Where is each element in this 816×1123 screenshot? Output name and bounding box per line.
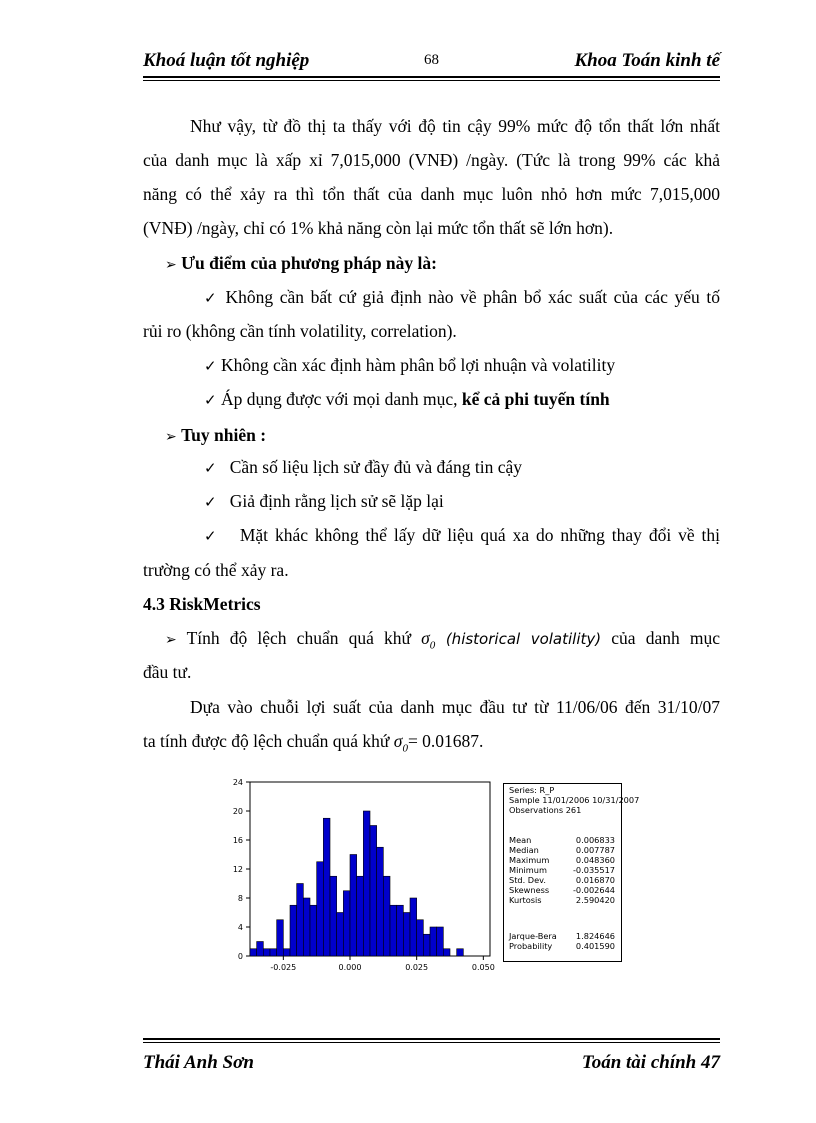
advantage-text-bold: kể cả phi tuyến tính <box>461 389 610 409</box>
disadvantage-item <box>204 491 720 512</box>
checkmark-icon: ✓ <box>204 357 217 375</box>
paragraph-line: Dựa vào chuỗi lợi suất của danh mục đầu tư từ 11/06/06 đến 31/10/07 <box>190 697 720 717</box>
footer-rule <box>143 1038 720 1040</box>
histogram-bar <box>283 949 290 956</box>
histogram-bar <box>410 898 417 956</box>
stats-sample: Sample 11/01/2006 10/31/2007 <box>509 795 640 805</box>
arrow-bullet-icon: ➢ <box>165 257 177 273</box>
disadvantage-item-continued: trường có thể xảy ra. <box>143 560 289 580</box>
checkmark-icon: ✓ <box>204 289 219 307</box>
riskmetrics-text: của danh mục <box>601 628 720 648</box>
advantage-item <box>204 355 720 376</box>
paragraph-line: Như vậy, từ đồ thị ta thấy với độ tin cậy 99% mức độ tổn thất lớn nhất <box>190 116 720 136</box>
y-tick-label: 0 <box>237 952 243 961</box>
histogram-bar <box>343 891 350 956</box>
paragraph-text: ta tính được độ lệch chuẩn quá khứ <box>143 731 394 751</box>
histogram-chart <box>220 775 500 980</box>
historical-volatility-text: (historical volatility) <box>435 630 602 648</box>
stats-label: Median <box>509 845 539 855</box>
y-tick-label: 8 <box>237 894 243 903</box>
histogram-bar <box>323 818 330 956</box>
stats-value: 1.824646 <box>575 931 615 941</box>
arrow-bullet-icon: ➢ <box>165 429 177 445</box>
footer-right: Toán tài chính 47 <box>581 1052 720 1073</box>
stats-label: Maximum <box>509 855 550 865</box>
checkmark-icon: ✓ <box>204 527 220 545</box>
checkmark-icon: ✓ <box>204 459 217 477</box>
advantage-text: Không cần bất cứ giả định nào về phân bổ xác suất của các yếu tố <box>225 287 720 307</box>
page-number: 68 <box>424 52 439 68</box>
footer-left: Thái Anh Sơn <box>143 1052 254 1073</box>
stats-label: Std. Dev. <box>509 875 546 885</box>
paragraph-line: (VNĐ) /ngày, chỉ có 1% khả năng còn lại mức tổn thất sẽ lớn hơn). <box>143 218 614 238</box>
histogram-bar <box>297 884 304 957</box>
stats-series: Series: R_P <box>509 785 555 795</box>
advantage-item-continued: rủi ro (không cần tính volatility, correlation). <box>143 321 457 341</box>
y-tick-label: 16 <box>232 836 243 845</box>
histogram-bar <box>337 913 344 957</box>
disadvantage-item <box>204 457 720 478</box>
paragraph-line: năng có thể xảy ra thì tổn thất của danh mục luôn nhỏ hơn mức 7,015,000 <box>143 184 720 204</box>
y-tick-label: 12 <box>232 865 243 874</box>
header-right: Khoa Toán kinh tế <box>574 50 720 71</box>
histogram-bar <box>437 927 444 956</box>
histogram-bar <box>370 826 377 957</box>
advantages-heading <box>165 253 720 274</box>
histogram-bar <box>377 847 384 956</box>
x-tick-label: -0.025 <box>270 963 297 972</box>
histogram-bar <box>270 949 277 956</box>
riskmetrics-item-continued: đầu tư. <box>143 662 192 682</box>
sigma-symbol: σ <box>393 731 403 751</box>
histogram-bar <box>250 949 257 956</box>
header-rule-thin <box>143 80 720 81</box>
histogram-bar <box>317 862 324 956</box>
disadvantage-item <box>204 525 720 546</box>
disadvantage-text: Giả định rằng lịch sử sẽ lặp lại <box>229 491 444 511</box>
checkmark-icon: ✓ <box>204 493 217 511</box>
section-title: 4.3 RiskMetrics <box>143 594 261 614</box>
histogram-bar <box>277 920 284 956</box>
advantage-item <box>204 389 720 410</box>
sigma-subscript: 0 <box>402 742 408 755</box>
stats-value: 2.590420 <box>575 895 615 905</box>
histogram-bar <box>383 876 390 956</box>
stats-row <box>509 896 619 906</box>
histogram-bar <box>417 920 424 956</box>
histogram-bar <box>263 949 270 956</box>
y-tick-label: 24 <box>232 778 243 787</box>
histogram-bar <box>443 949 450 956</box>
riskmetrics-item <box>165 628 720 652</box>
stats-value: -0.035517 <box>572 865 615 875</box>
histogram-bar <box>310 905 317 956</box>
y-tick-label: 4 <box>237 923 243 932</box>
paragraph-line <box>143 731 720 755</box>
histogram-bar <box>303 898 310 956</box>
stats-observations: Observations 261 <box>509 805 582 815</box>
arrow-bullet-icon: ➢ <box>165 632 177 648</box>
stats-label: Minimum <box>509 865 547 875</box>
stats-label: Kurtosis <box>509 895 542 905</box>
descriptive-stats-box <box>503 783 640 962</box>
histogram-bar <box>457 949 464 956</box>
stats-value: 0.007787 <box>575 845 615 855</box>
histogram-bar <box>290 905 297 956</box>
stats-value: 0.048360 <box>575 855 615 865</box>
histogram-bar <box>357 876 364 956</box>
x-tick-label: 0.050 <box>471 963 495 972</box>
histogram-bar <box>330 876 337 956</box>
checkmark-icon: ✓ <box>204 391 217 409</box>
advantage-text: Áp dụng được với mọi danh mục, <box>220 389 462 409</box>
stats-label: Mean <box>509 835 532 845</box>
advantage-text: Không cần xác định hàm phân bổ lợi nhuận và volatility <box>220 355 616 375</box>
stats-label: Skewness <box>509 885 550 895</box>
x-tick-label: 0.025 <box>405 963 429 972</box>
x-tick-label: 0.000 <box>338 963 362 972</box>
advantages-heading-text: Ưu điểm của phương pháp này là: <box>181 253 437 273</box>
paragraph-line: của danh mục là xấp xỉ 7,015,000 (VNĐ) /ngày. (Tức là trong 99% các khả <box>143 150 720 170</box>
histogram-bar <box>257 942 264 957</box>
stats-value: 0.016870 <box>575 875 615 885</box>
riskmetrics-text: Tính độ lệch chuẩn quá khứ <box>186 628 422 648</box>
sigma-subscript: 0 <box>429 639 436 652</box>
paragraph-text: = 0.01687. <box>407 731 484 751</box>
however-heading <box>165 425 720 446</box>
stats-value: -0.002644 <box>572 885 615 895</box>
footer-rule-thin <box>143 1042 720 1043</box>
header-left: Khoá luận tốt nghiệp <box>143 50 310 71</box>
stats-value: 0.006833 <box>575 835 615 845</box>
histogram-bar <box>423 934 430 956</box>
stats-value: 0.401590 <box>575 941 615 951</box>
header-rule <box>143 76 720 78</box>
histogram-bar <box>350 855 357 957</box>
histogram-bar <box>430 927 437 956</box>
stats-label: Probability <box>509 941 553 951</box>
sigma-symbol: σ <box>421 628 430 648</box>
disadvantage-text: Cần số liệu lịch sử đầy đủ và đáng tin cậy <box>229 457 523 477</box>
stats-row <box>509 942 619 952</box>
disadvantage-text: Mặt khác không thể lấy dữ liệu quá xa do những thay đổi về thị <box>239 525 721 545</box>
however-heading-text: Tuy nhiên : <box>181 425 267 445</box>
advantage-item <box>204 287 720 308</box>
histogram-bar <box>403 913 410 957</box>
histogram-bar <box>390 905 397 956</box>
stats-label: Jarque-Bera <box>509 931 557 941</box>
histogram-bar <box>397 905 404 956</box>
histogram-bar <box>363 811 370 956</box>
y-tick-label: 20 <box>232 807 243 816</box>
